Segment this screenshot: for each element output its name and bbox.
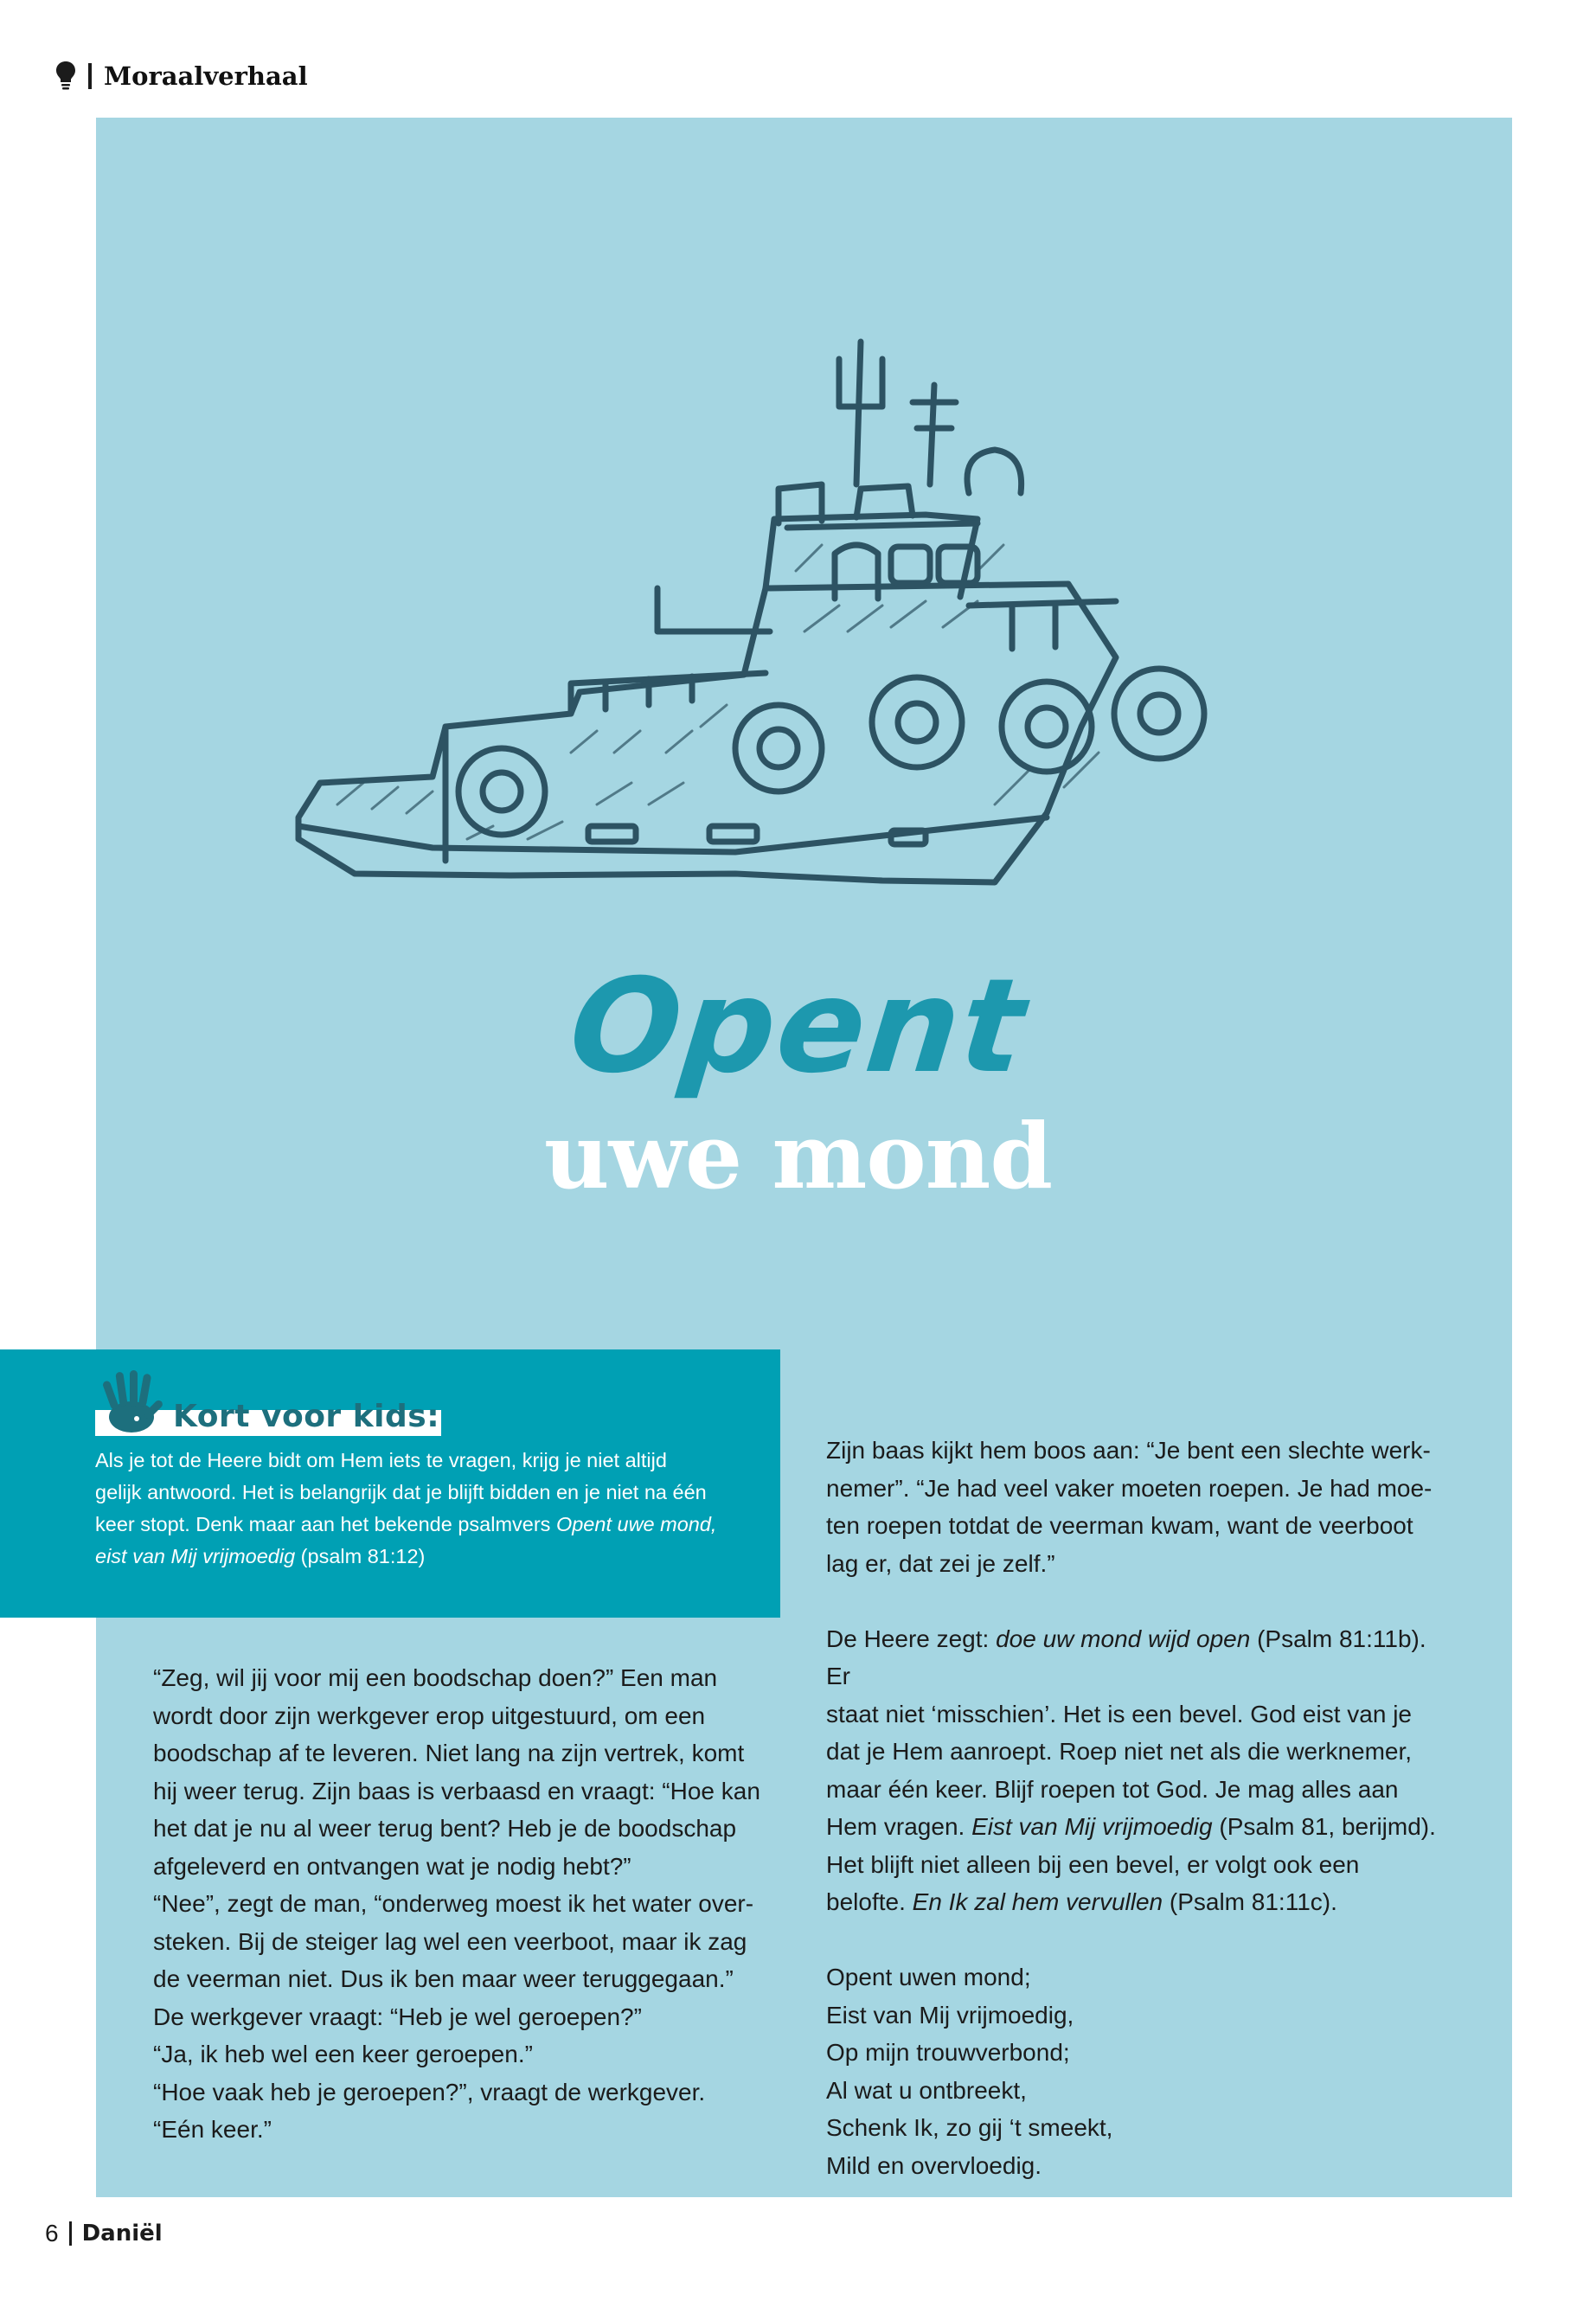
poem-line: Schenk Ik, zo gij ‘t smeekt, (826, 2114, 1113, 2141)
story-line: boodschap af te leveren. Niet lang na zijn vertrek, komt (153, 1740, 745, 1766)
kids-title: Kort voor kids: (173, 1399, 440, 1434)
text-span: De Heere zegt: (826, 1625, 997, 1652)
title-main: uwe mond (543, 1103, 1053, 1209)
story-right-column (826, 1432, 1449, 2184)
story-line: “Zeg, wil jij voor mij een boodschap doen?” Een man (153, 1664, 718, 1691)
story-line: Het blijft niet alleen bij een bevel, er volgt ook een (826, 1850, 1360, 1878)
kids-line: Als je tot de Heere bidt om Hem iets te vragen, krijg je niet altijd (95, 1449, 667, 1471)
story-left-column (153, 1659, 793, 2149)
kids-ref-span: (psalm 81:12) (295, 1545, 426, 1567)
quote-span: Eist van Mij vrijmoedig (971, 1813, 1213, 1840)
kids-heading (95, 1368, 441, 1438)
story-line: ten roepen totdat de veerman kwam, want de veerboot (826, 1512, 1413, 1539)
tugboat-illustration (285, 320, 1324, 908)
footer-divider (69, 2221, 72, 2246)
poem-line: Eist van Mij vrijmoedig, (826, 2001, 1074, 2029)
kids-verse-span: eist van Mij vrijmoedig (95, 1545, 296, 1567)
story-line: wordt door zijn werkgever erop uitgestuurd, om een (153, 1702, 706, 1729)
story-line: “Nee”, zegt de man, “onderweg moest ik het water over- (153, 1890, 754, 1917)
kids-text-span: keer stopt. Denk maar aan het bekende psalmvers (95, 1513, 556, 1535)
text-span: belofte. (826, 1888, 913, 1915)
quote-span: En Ik zal hem vervullen (912, 1888, 1163, 1915)
story-line (826, 1620, 1449, 1695)
story-line: hij weer terug. Zijn baas is verbaasd en vraagt: “Hoe kan (153, 1777, 760, 1804)
kids-line (95, 1541, 753, 1573)
page-footer (45, 2218, 163, 2249)
story-line: lag er, dat zei je zelf.” (826, 1549, 1055, 1577)
poem-line: Op mijn trouwverbond; (826, 2039, 1070, 2066)
story-line: het dat je nu al weer terug bent? Heb je de boodschap (153, 1815, 737, 1842)
story-line: steken. Bij de steiger lag wel een veerboot, maar ik zag (153, 1927, 747, 1955)
poem-line: Mild en overvloedig. (826, 2151, 1042, 2179)
quote-span: doe uw mond wijd open (996, 1625, 1251, 1652)
lightbulb-icon (55, 61, 76, 92)
text-span: (Psalm 81:11b). Er (826, 1625, 1426, 1689)
story-line: maar één keer. Blijf roepen tot God. Je mag alles aan (826, 1775, 1399, 1803)
story-line: “Ja, ik heb wel een keer geroepen.” (153, 2041, 533, 2067)
kids-text (95, 1445, 753, 1573)
text-span: Hem vragen. (826, 1813, 972, 1840)
story-line: staat niet ‘misschien’. Het is een bevel. God eist van je (826, 1700, 1413, 1727)
text-span: (Psalm 81, berijmd). (1212, 1813, 1436, 1840)
kids-line: gelijk antwoord. Het is belangrijk dat je blijft bidden en je niet na één (95, 1481, 707, 1503)
header-divider (88, 63, 92, 89)
page-header (55, 59, 308, 93)
story-line: De werkgever vraagt: “Heb je wel geroepen?” (153, 2003, 642, 2030)
story-line: nemer”. “Je had veel vaker moeten roepen. Je had moe- (826, 1474, 1433, 1502)
paragraph-gap (826, 1582, 1449, 1620)
title-script: Opent (562, 952, 1034, 1102)
kids-verse-span: Opent uwe mond, (555, 1513, 717, 1535)
story-line: de veerman niet. Dus ik ben maar weer teruggegaan.” (153, 1965, 734, 1992)
paragraph-gap (826, 1921, 1449, 1959)
poem-line: Opent uwen mond; (826, 1964, 1031, 1990)
story-line: afgeleverd en ontvangen wat je nodig hebt?” (153, 1852, 631, 1880)
kids-line (95, 1509, 753, 1541)
poem-line: Al wat u ontbreekt, (826, 2076, 1027, 2104)
magazine-name: Daniël (81, 2221, 163, 2247)
story-line (826, 1883, 1449, 1921)
story-line: “Hoe vaak heb je geroepen?”, vraagt de werkgever. (153, 2078, 706, 2106)
story-line: Zijn baas kijkt hem boos aan: “Je bent een slechte werk- (826, 1437, 1431, 1464)
section-label: Moraalverhaal (104, 61, 308, 91)
story-line: “Eén keer.” (153, 2116, 272, 2143)
page-number: 6 (45, 2220, 59, 2247)
handprint-icon (95, 1368, 164, 1436)
story-line (826, 1808, 1449, 1846)
text-span: (Psalm 81:11c). (1163, 1888, 1337, 1915)
story-line: dat je Hem aanroept. Roep niet net als die werknemer, (826, 1738, 1413, 1765)
